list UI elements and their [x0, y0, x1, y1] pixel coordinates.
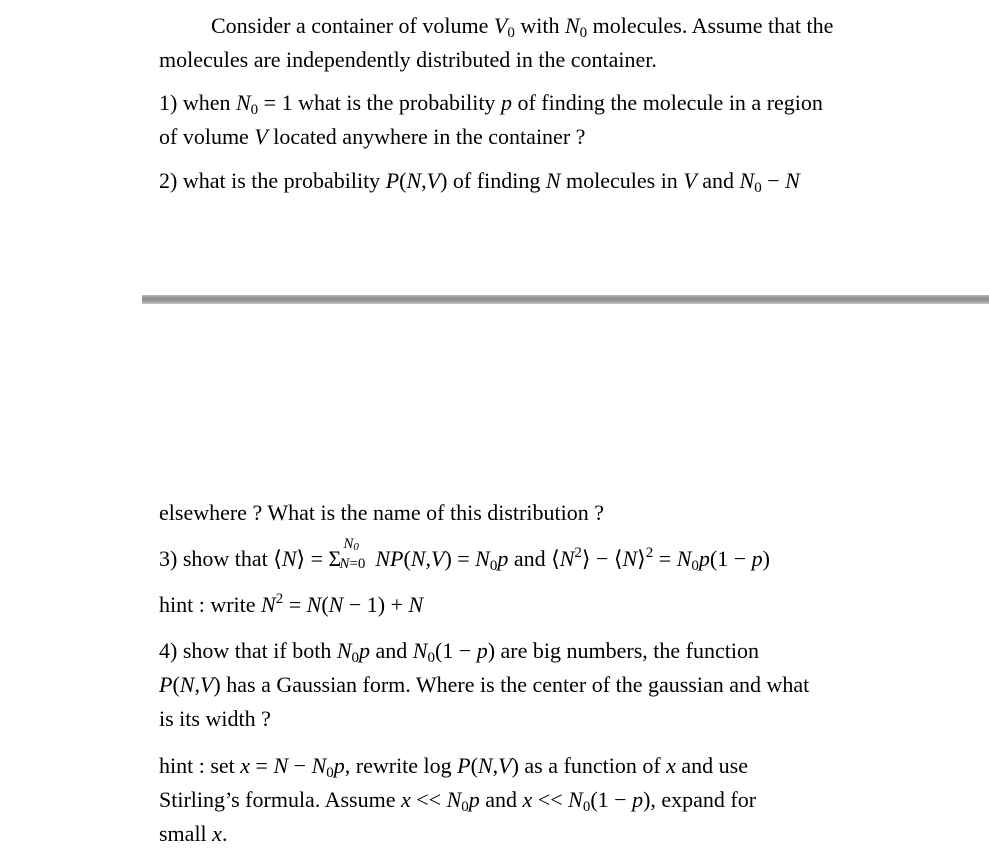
- page-bottom-text: [159, 496, 959, 851]
- q2-line-1: 2) what is the probability P(N,V) of finding N molecules in V and $N_0 - N$: [159, 168, 800, 196]
- hint-1: hint : write $N^2 = N(N - 1) + N$: [159, 591, 424, 617]
- q1-line-2: of volume V located anywhere in the container ?: [159, 124, 586, 149]
- q3-line-1: 3) show that ⟨N⟩ = Σ $N_0$ N=0 $NP(N,V) = N_0p$ and $⟨N^2⟩$ − ⟨N⟩$^2$ = $N_0p(1 - p)$: [159, 535, 770, 574]
- hint-2-line-3: small x.: [159, 821, 228, 846]
- sum-limits: $N_0$ N=0: [339, 535, 366, 572]
- intro-line-1: Consider a container of volume $V_0$ with $N_0$ molecules. Assume that the: [211, 13, 834, 41]
- q2-line-2: elsewhere ? What is the name of this distribution ?: [159, 500, 604, 525]
- hint-2-line-1: hint : set $x = N - N_0p$, rewrite log P(N,V) as a function of x and use: [159, 753, 749, 781]
- intro-line-2: molecules are independently distributed in the container.: [159, 47, 657, 72]
- q4-line-1: 4) show that if both $N_0p$ and $N_0(1 - p)$ are big numbers, the function: [159, 638, 759, 666]
- q1-line-1: 1) when $N_0 = 1$ what is the probability p of finding the molecule in a region: [159, 90, 823, 118]
- hint-2-line-2: Stirling’s formula. Assume $x << N_0p$ and $x << N_0(1 - p)$, expand for: [159, 787, 757, 815]
- page-top-text: [159, 9, 959, 198]
- page-divider: [142, 295, 989, 304]
- q4-line-2: P(N,V) has a Gaussian form. Where is the center of the gaussian and what: [159, 672, 810, 697]
- q4-line-3: is its width ?: [159, 706, 271, 731]
